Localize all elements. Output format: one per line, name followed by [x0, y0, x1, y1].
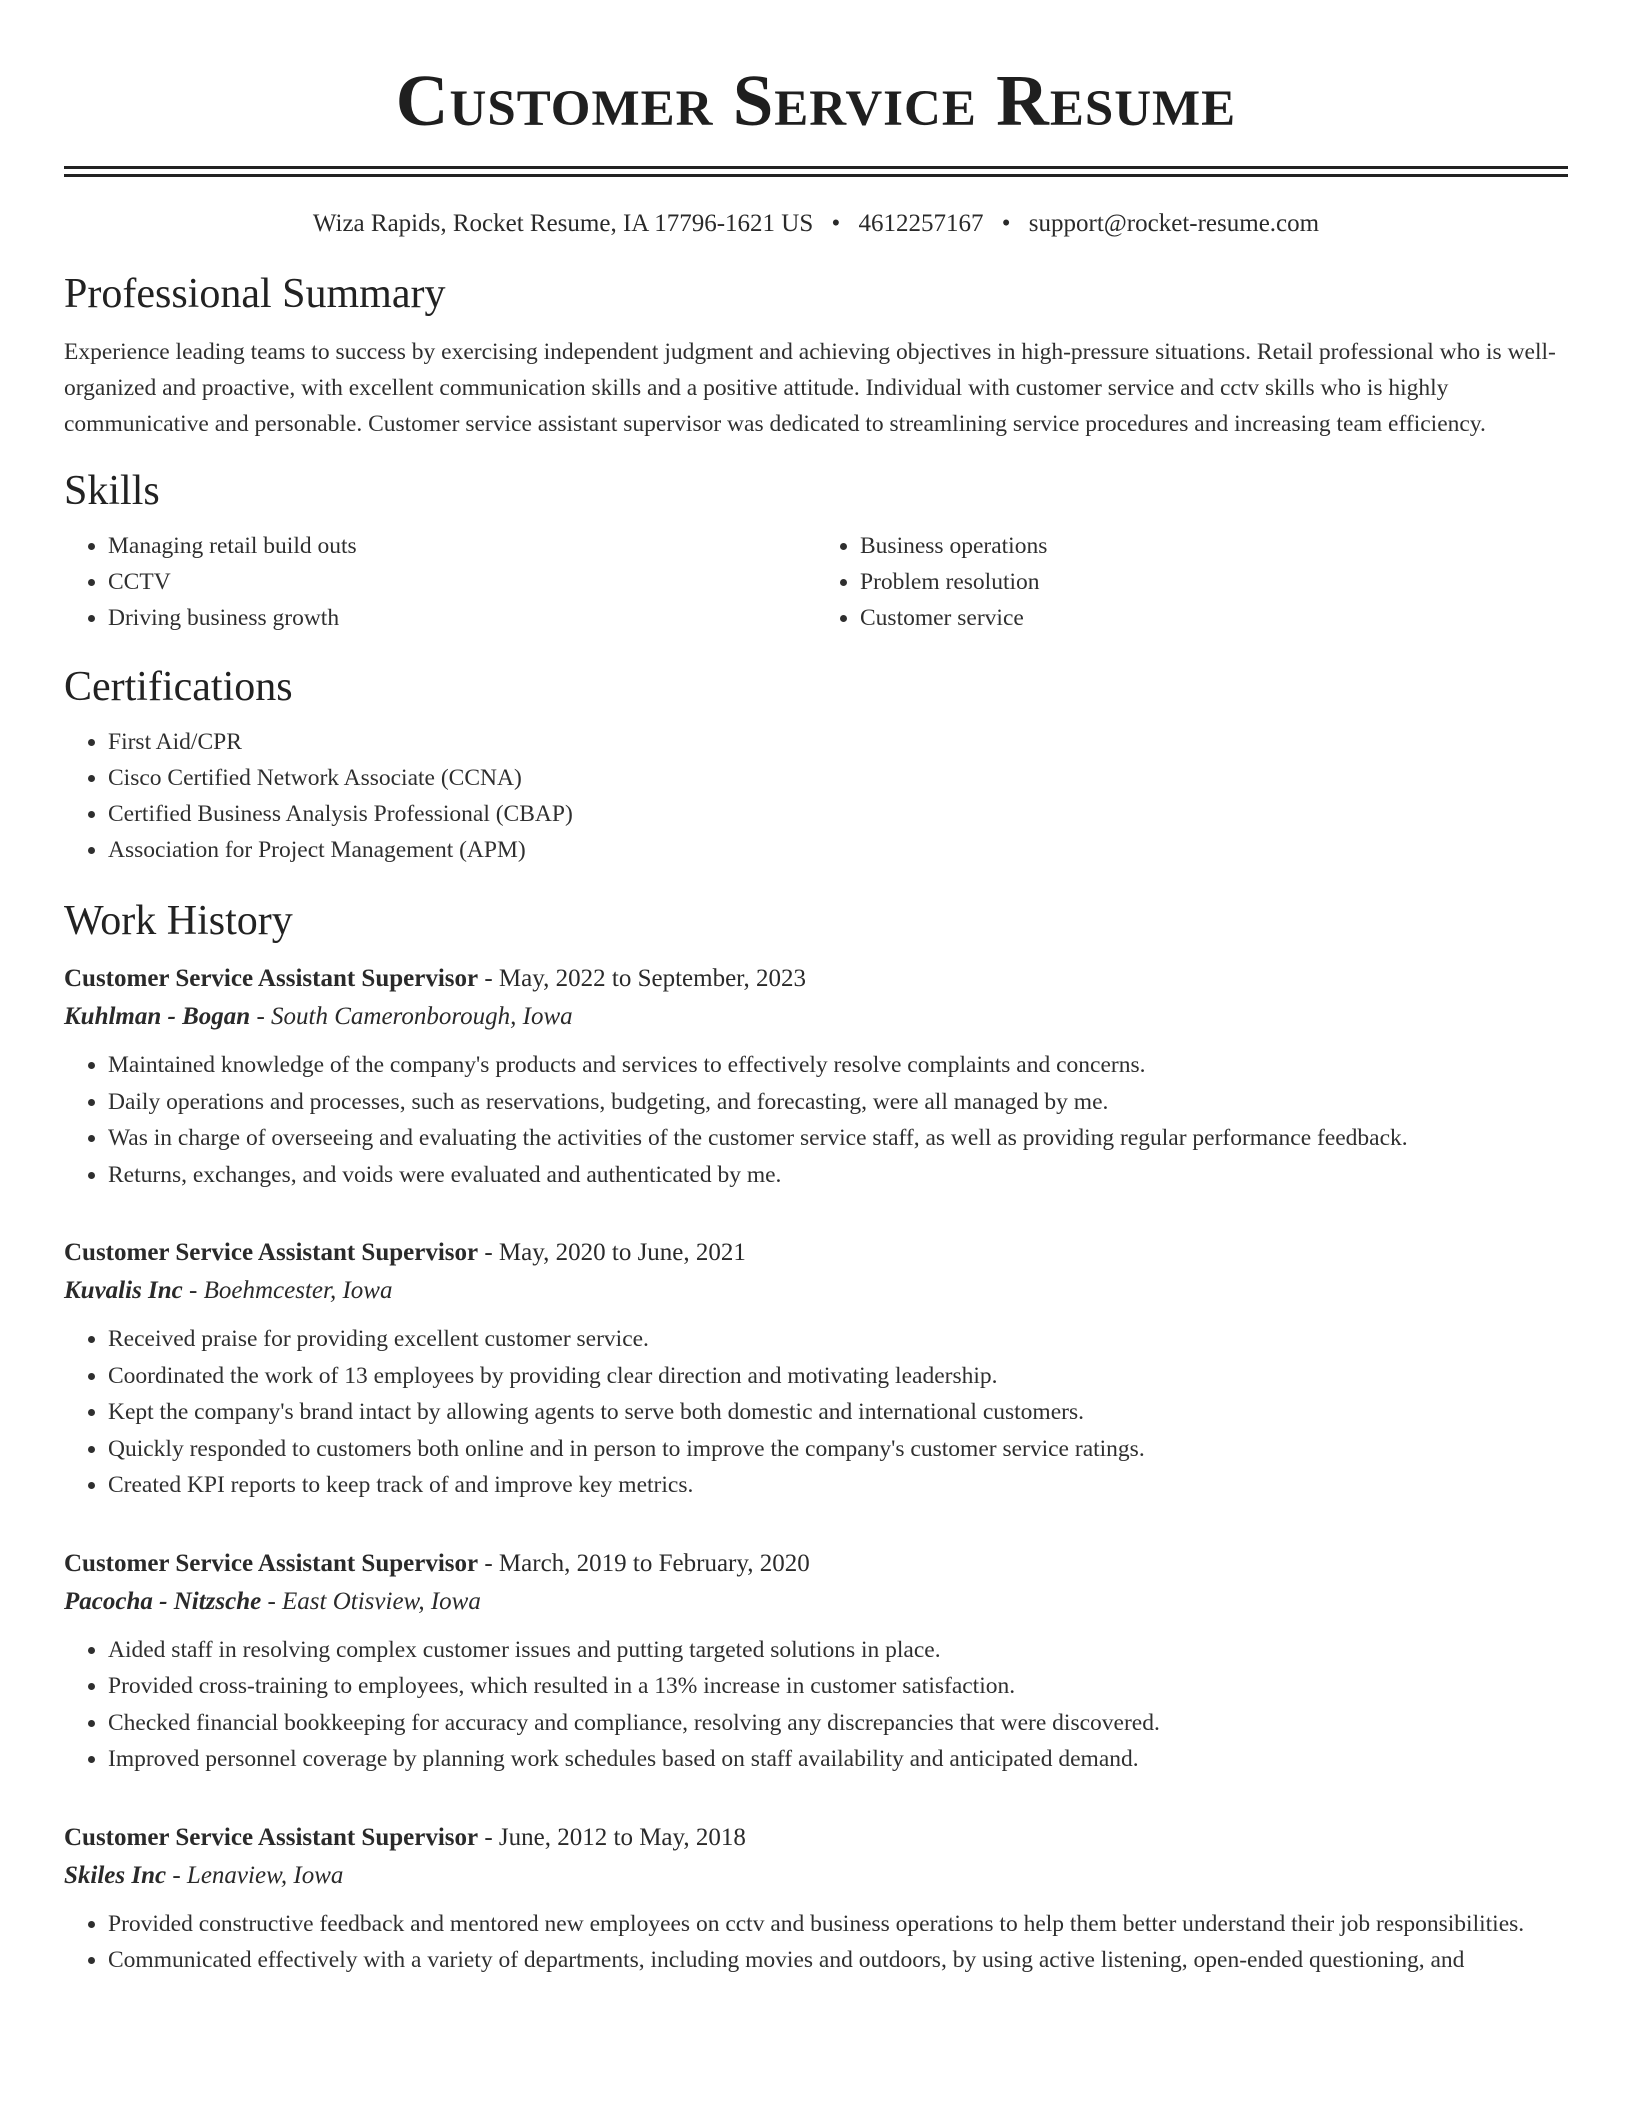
certifications-heading: Certifications	[64, 664, 293, 710]
job-bullet: • Maintained knowledge of the company's products and services to effectively resolve complaints and concerns.	[108, 1047, 1568, 1084]
title-double-rule	[64, 166, 1568, 177]
job-bullet: • Coordinated the work of 13 employees by providing clear direction and motivating leadership.	[108, 1358, 1568, 1395]
resume-page	[64, 0, 1568, 1979]
job-bullets	[64, 1321, 1568, 1504]
skill-item: • Customer service	[860, 600, 1568, 636]
job-bullets	[64, 1047, 1568, 1193]
job-location: - Boehmcester, Iowa	[182, 1277, 393, 1304]
job-title-line	[64, 1235, 1568, 1271]
job-title-line	[64, 961, 1568, 997]
job-bullet: • Quickly responded to customers both online and in person to improve the company's customer service ratings.	[108, 1431, 1568, 1468]
job-entry	[64, 1546, 1568, 1778]
skill-item: • Problem resolution	[860, 564, 1568, 600]
job-company: Kuhlman - Bogan	[64, 1003, 251, 1030]
work-history-heading: Work History	[64, 898, 293, 944]
job-bullet: • Improved personnel coverage by planning work schedules based on staff availability and anticipated demand.	[108, 1741, 1568, 1778]
job-company: Kuvalis Inc	[64, 1277, 183, 1304]
job-location: - East Otisview, Iowa	[261, 1587, 481, 1615]
job-bullet: • Provided cross-training to employees, which resulted in a 13% increase in customer satisfaction.	[108, 1668, 1568, 1705]
job-role: Customer Service Assistant Supervisor	[64, 1239, 479, 1266]
job-bullet: • Communicated effectively with a variety of departments, including movies and outdoors, by using active listening, open-ended questioning, and	[108, 1942, 1568, 1979]
job-bullets	[64, 1906, 1568, 1979]
job-location: - South Cameronborough, Iowa	[250, 1003, 573, 1030]
certification-item: • Certified Business Analysis Professional (CBAP)	[108, 796, 1568, 832]
job-company-line	[64, 1271, 1568, 1311]
certification-item: • First Aid/CPR	[108, 724, 1568, 760]
job-bullet: • Was in charge of overseeing and evaluating the activities of the customer service staff, as well as providing regular performance feedback.	[108, 1120, 1568, 1157]
page-title: Customer Service Resume	[395, 60, 1237, 141]
job-bullets	[64, 1632, 1568, 1778]
job-bullet: • Checked financial bookkeeping for accuracy and compliance, resolving any discrepancies that were discovered.	[108, 1705, 1568, 1742]
job-entry	[64, 1820, 1568, 1979]
job-entry	[64, 961, 1568, 1193]
skills-list-left	[64, 528, 816, 636]
contact-separator: •	[831, 210, 841, 237]
job-bullet: • Daily operations and processes, such as reservations, budgeting, and forecasting, were all managed by me.	[108, 1084, 1568, 1121]
summary-text: Experience leading teams to success by exercising independent judgment and achieving objectives in high-pressure situations. Retail professional who is well-organized and proactive, with excellent communication skills and a positive attitude. Individual with customer service and cctv skills who is highly communicative and personable. Customer service assistant supervisor was dedicated to streamlining service procedures and increasing team efficiency.	[64, 339, 1556, 437]
certification-item: • Association for Project Management (APM)	[108, 832, 1568, 868]
job-bullet: • Created KPI reports to keep track of and improve key metrics.	[108, 1467, 1568, 1504]
job-dates: - June, 2012 to May, 2018	[478, 1823, 746, 1851]
job-role: Customer Service Assistant Supervisor	[64, 1823, 479, 1851]
job-company: Skiles Inc	[64, 1861, 167, 1889]
job-dates: - May, 2022 to September, 2023	[478, 965, 806, 992]
job-role: Customer Service Assistant Supervisor	[64, 1549, 479, 1577]
job-bullet: • Returns, exchanges, and voids were evaluated and authenticated by me.	[108, 1157, 1568, 1194]
job-bullet: • Aided staff in resolving complex customer issues and putting targeted solutions in place.	[108, 1632, 1568, 1669]
skill-item: • Business operations	[860, 528, 1568, 564]
job-company-line	[64, 1582, 1568, 1622]
job-dates: - March, 2019 to February, 2020	[478, 1549, 810, 1577]
job-entry	[64, 1235, 1568, 1504]
job-title-line	[64, 1546, 1568, 1582]
skill-item: • Driving business growth	[108, 600, 816, 636]
skill-item: • CCTV	[108, 564, 816, 600]
contact-phone: 4612257167	[858, 210, 984, 237]
job-company-line	[64, 1856, 1568, 1896]
job-bullet: • Provided constructive feedback and mentored new employees on cctv and business operations to help them better understand their job responsibilities.	[108, 1906, 1568, 1943]
job-company: Pacocha - Nitzsche	[64, 1587, 262, 1615]
contact-separator: •	[1001, 210, 1011, 237]
contact-email[interactable]: support@rocket-resume.com	[1028, 210, 1320, 237]
job-dates: - May, 2020 to June, 2021	[478, 1239, 746, 1266]
skill-item: • Managing retail build outs	[108, 528, 816, 564]
job-title-line	[64, 1820, 1568, 1856]
certification-item: • Cisco Certified Network Associate (CCNA)	[108, 760, 1568, 796]
certifications-list	[64, 724, 1568, 868]
job-location: - Lenaview, Iowa	[166, 1861, 344, 1889]
skills-list-right	[816, 528, 1568, 636]
job-bullet: • Received praise for providing excellent customer service.	[108, 1321, 1568, 1358]
job-company-line	[64, 997, 1568, 1037]
job-bullet: • Kept the company's brand intact by allowing agents to serve both domestic and international customers.	[108, 1394, 1568, 1431]
skills-columns	[64, 528, 1568, 636]
contact-address: Wiza Rapids, Rocket Resume, IA 17796-1621 US	[312, 210, 814, 237]
job-role: Customer Service Assistant Supervisor	[64, 965, 479, 992]
summary-heading: Professional Summary	[64, 271, 446, 317]
skills-heading: Skills	[64, 468, 160, 514]
contact-line	[64, 209, 1568, 239]
